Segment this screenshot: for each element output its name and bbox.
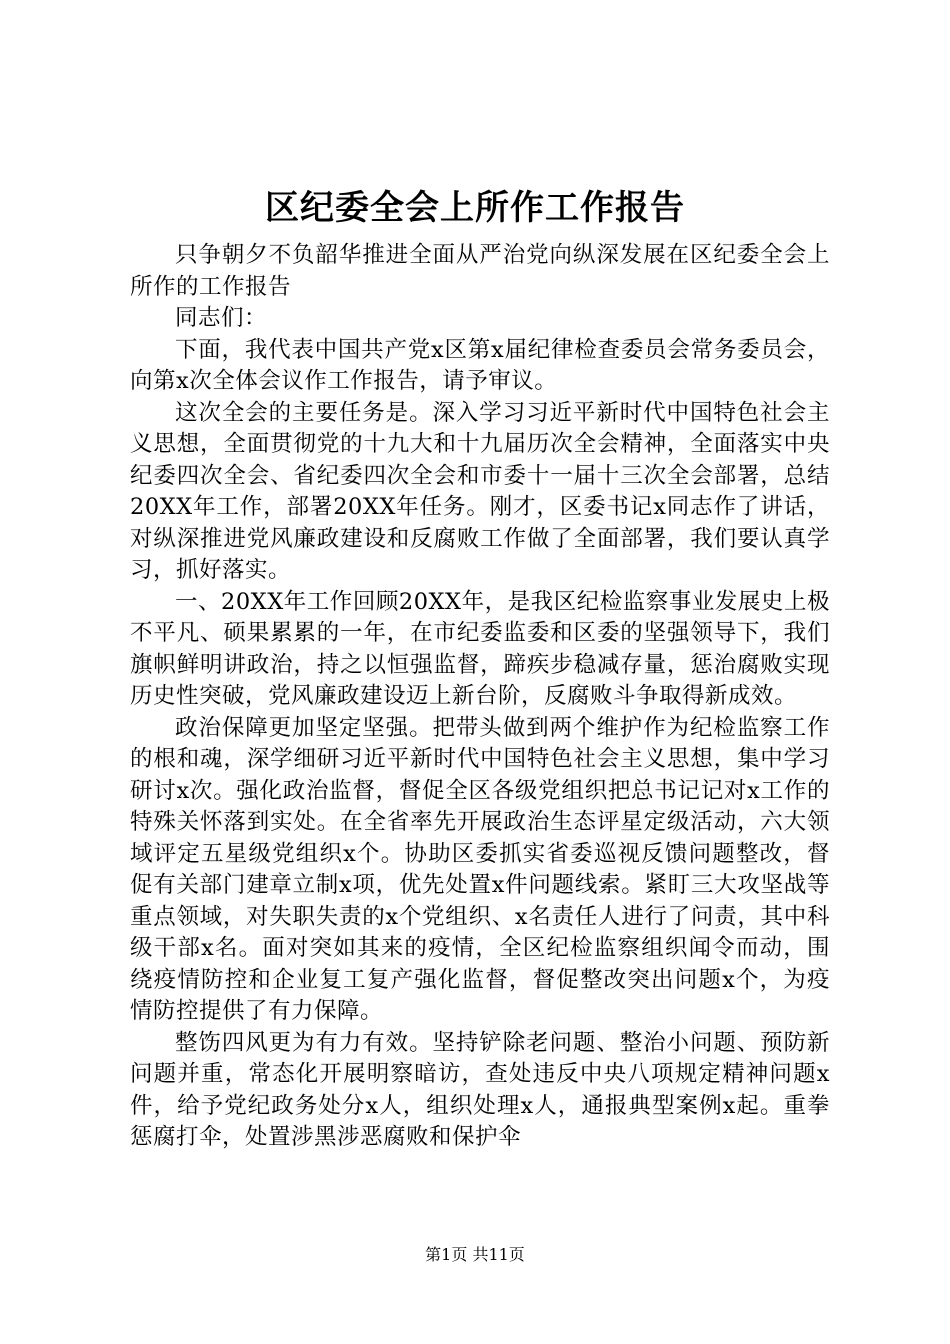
paragraph-work-review: 一、20XX年工作回顾20XX年，是我区纪检监察事业发展史上极不平凡、硕果累累的一年，在市纪委监委和区委的坚强领导下，我们旗帜鲜明讲政治，持之以恒强监督，蹄疾步稳减存量，惩治腐败实现历史性突破，党风廉政建设迈上新台阶，反腐败斗争取得新成效。: [130, 588, 830, 709]
paragraph-intro: 下面，我代表中国共产党x区第x届纪律检查委员会常务委员会，向第x次全体会议作工作报告，请予审议。: [130, 336, 830, 394]
paragraph-subtitle: 只争朝夕不负韶华推进全面从严治党向纵深发展在区纪委全会上所作的工作报告: [130, 242, 830, 300]
document-title: 区纪委全会上所作工作报告: [265, 188, 685, 228]
paragraph-political-guarantee: 政治保障更加坚定坚强。把带头做到两个维护作为纪检监察工作的根和魂，深学细研习近平新时代中国特色社会主义思想，集中学习研讨x次。强化政治监督，督促全区各级党组织把总书记记对x工作的特殊关怀落到实处。在全省率先开展政治生态评星定级活动，六大领域评定五星级党组织x个。协助区委抓实省委巡视反馈问题整改，督促有关部门建章立制x项，优先处置x件问题线索。紧盯三大攻坚战等重点领域，对失职失责的x个党组织、x名责任人进行了问责，其中科级干部x名。面对突如其来的疫情，全区纪检监察组织闻令而动，围绕疫情防控和企业复工复产强化监督，督促整改突出问题x个，为疫情防控提供了有力保障。: [130, 714, 830, 1024]
paragraph-main-tasks: 这次全会的主要任务是。深入学习习近平新时代中国特色社会主义思想，全面贯彻党的十九大和十九届历次全会精神，全面落实中央纪委四次全会、省纪委四次全会和市委十一届十三次全会部署，总结20XX年工作，部署20XX年任务。刚才，区委书记x同志作了讲话，对纵深推进党风廉政建设和反腐败工作做了全面部署，我们要认真学习，抓好落实。: [130, 399, 830, 583]
page-footer: 第1页 共11页: [425, 1245, 525, 1264]
paragraph-four-styles: 整饬四风更为有力有效。坚持铲除老问题、整治小问题、预防新问题并重，常态化开展明察暗访，查处违反中央八项规定精神问题x件，给予党纪政务处分x人，组织处理x人，通报典型案例x起。重拳惩腐打伞，处置涉黑涉恶腐败和保护伞: [130, 1029, 830, 1150]
paragraph-salutation: 同志们：: [175, 305, 268, 331]
document-body: [130, 240, 830, 1154]
